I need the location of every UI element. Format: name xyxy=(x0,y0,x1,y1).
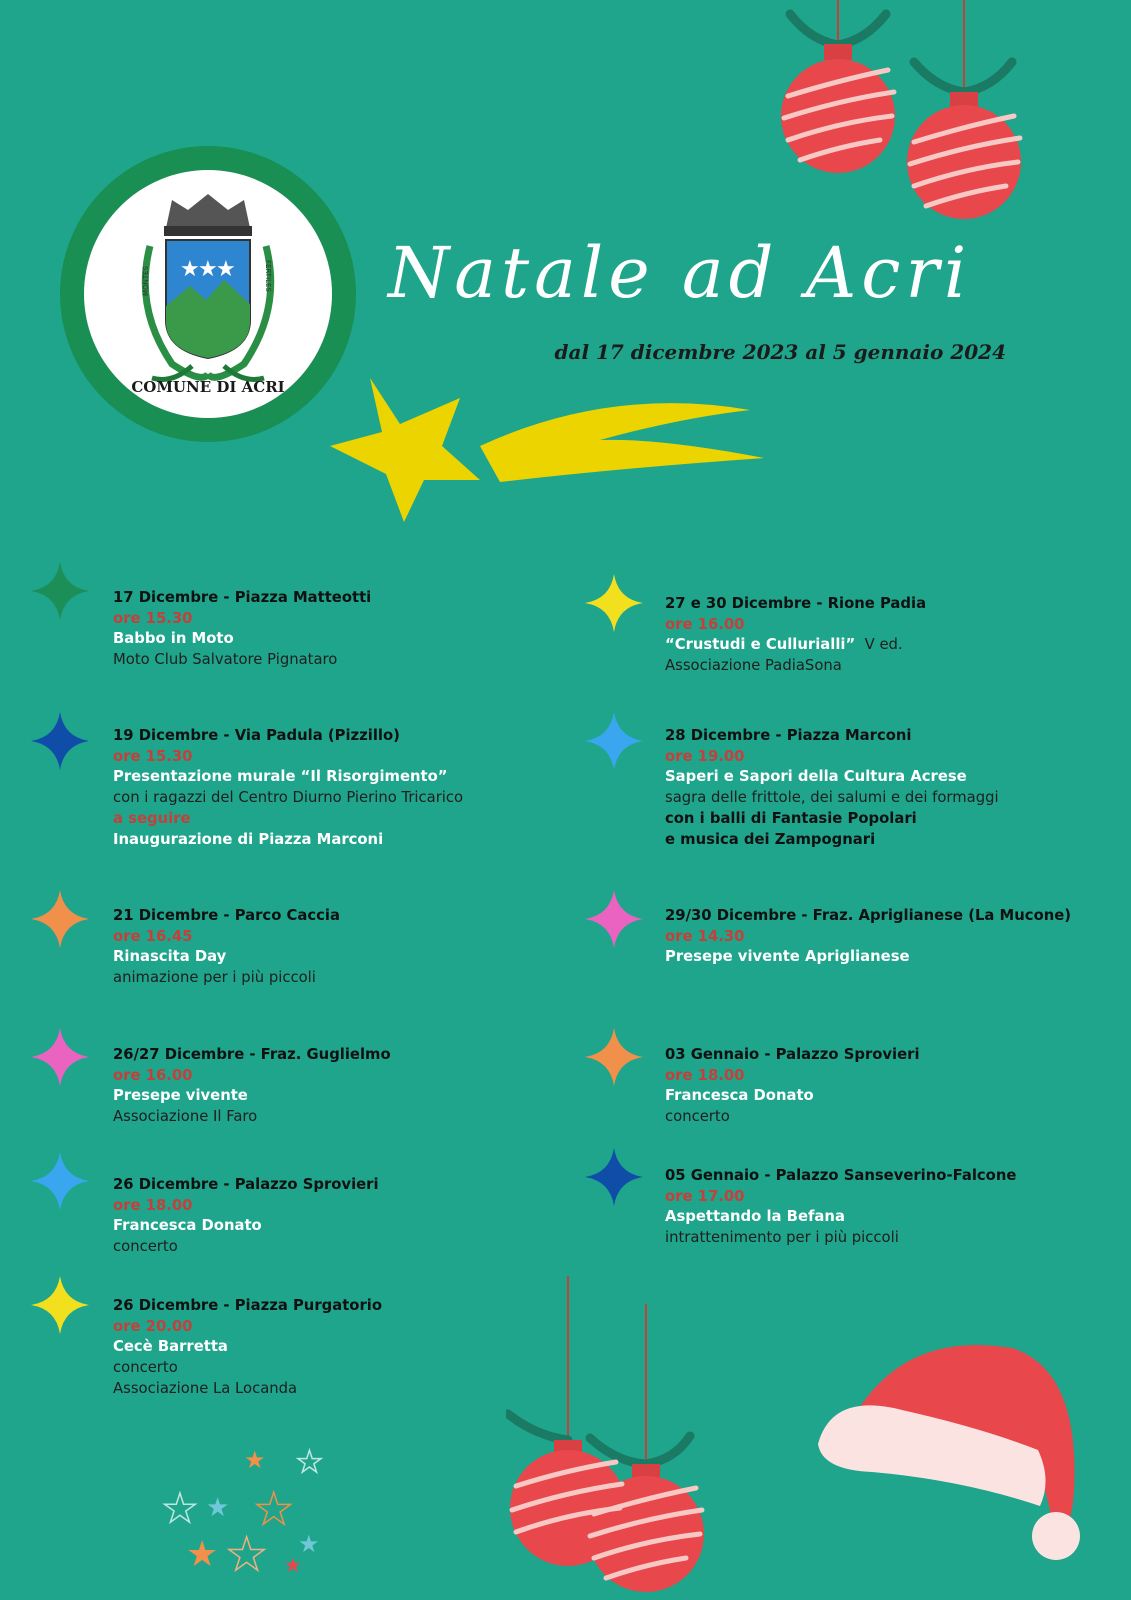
event-time: ore 14.30 xyxy=(665,927,745,945)
event-item xyxy=(113,906,583,989)
event-time: ore 16.00 xyxy=(113,1066,193,1084)
svg-text:★: ★ xyxy=(226,1527,268,1574)
logo-text: COMUNE DI ACRI xyxy=(131,378,285,396)
sparkle-icon xyxy=(585,1028,643,1086)
event-time: ore 20.00 xyxy=(113,1317,193,1335)
svg-text:★: ★ xyxy=(206,1493,230,1523)
event-name: Aspettando la Befana xyxy=(665,1208,845,1226)
event-heading: 17 Dicembre - Piazza Matteotti xyxy=(113,589,372,606)
svg-text:★: ★ xyxy=(296,1445,323,1480)
page-subtitle: dal 17 dicembre 2023 al 5 gennaio 2024 xyxy=(554,340,1006,364)
event-time: ore 16.45 xyxy=(113,927,193,945)
event-name: Rinascita Day xyxy=(113,948,227,966)
event-name: Presepe vivente Apriglianese xyxy=(665,948,910,966)
sparkle-icon xyxy=(31,712,89,770)
event-time: ore 15.30 xyxy=(113,609,193,627)
event-time: ore 17.00 xyxy=(665,1187,745,1205)
event-item xyxy=(113,726,583,850)
event-time: ore 18.00 xyxy=(113,1196,193,1214)
event-name: Presentazione murale “Il Risorgimento” xyxy=(113,768,448,786)
svg-text:★: ★ xyxy=(298,1530,320,1558)
event-item xyxy=(665,1166,1131,1249)
sparkle-icon xyxy=(31,562,89,620)
motto-left: MONTES xyxy=(142,266,150,296)
event-heading: 19 Dicembre - Via Padula (Pizzillo) xyxy=(113,727,400,744)
sparkle-icon xyxy=(31,1152,89,1210)
event-name: “Crustudi e Cullurialli” xyxy=(665,636,856,654)
event-item xyxy=(113,588,583,671)
event-description: sagra delle frittole, dei salumi e dei formaggi xyxy=(665,789,999,807)
event-heading: 27 e 30 Dicembre - Rione Padia xyxy=(665,595,927,612)
event-description: concerto xyxy=(113,1359,178,1377)
event-time: ore 18.00 xyxy=(665,1066,745,1084)
event-item xyxy=(665,726,1131,850)
event-description: Moto Club Salvatore Pignataro xyxy=(113,651,338,669)
shooting-star-icon xyxy=(330,376,780,526)
coat-of-arms-icon xyxy=(132,188,284,388)
svg-text:★: ★ xyxy=(186,1534,219,1574)
event-name: Saperi e Sapori della Cultura Acrese xyxy=(665,768,967,786)
sparkle-icon xyxy=(31,890,89,948)
event-description-2: Associazione La Locanda xyxy=(113,1379,298,1397)
svg-text:★: ★ xyxy=(198,257,218,282)
event-item xyxy=(113,1175,583,1258)
event-edition: V ed. xyxy=(864,636,903,654)
event-name: Cecè Barretta xyxy=(113,1338,228,1356)
event-description: Associazione Il Faro xyxy=(113,1108,258,1126)
event-heading: 28 Dicembre - Piazza Marconi xyxy=(665,727,912,744)
event-heading: 03 Gennaio - Palazzo Sprovieri xyxy=(665,1046,920,1063)
event-description: Associazione PadiaSona xyxy=(665,657,842,675)
event-extra-1: con i balli di Fantasie Popolari xyxy=(665,809,917,827)
santa-hat-icon xyxy=(812,1340,1102,1570)
event-item xyxy=(665,594,1131,677)
event-description: concerto xyxy=(113,1238,178,1256)
event-item xyxy=(665,1045,1131,1128)
event-item xyxy=(113,1045,583,1128)
event-time: ore 16.00 xyxy=(665,615,745,633)
event-description: concerto xyxy=(665,1108,730,1126)
ornaments-top-icon xyxy=(780,0,1060,230)
event-name: Francesca Donato xyxy=(665,1087,814,1105)
event-description: animazione per i più piccoli xyxy=(113,969,316,987)
event-time: ore 19.00 xyxy=(665,747,745,765)
ornaments-bottom-icon xyxy=(506,1276,716,1600)
svg-text:★: ★ xyxy=(162,1486,198,1532)
event-description: intrattenimento per i più piccoli xyxy=(665,1229,899,1247)
event-heading: 26/27 Dicembre - Fraz. Guglielmo xyxy=(113,1046,391,1063)
sparkle-icon xyxy=(31,1028,89,1086)
svg-text:★: ★ xyxy=(254,1484,294,1535)
page-title: Natale ad Acri xyxy=(388,232,972,314)
svg-text:★: ★ xyxy=(216,257,236,282)
svg-text:★: ★ xyxy=(284,1553,302,1574)
decorative-stars-icon xyxy=(160,1444,350,1574)
event-heading: 05 Gennaio - Palazzo Sanseverino-Falcone xyxy=(665,1167,1017,1184)
event-heading: 26 Dicembre - Palazzo Sprovieri xyxy=(113,1176,379,1193)
event-heading: 29/30 Dicembre - Fraz. Apriglianese (La Mucone) xyxy=(665,907,1072,924)
event-name: Presepe vivente xyxy=(113,1087,248,1105)
event-item xyxy=(665,906,1125,968)
event-followup: a seguire xyxy=(113,809,191,827)
event-extra-2: e musica dei Zampognari xyxy=(665,830,876,848)
event-time: ore 15.30 xyxy=(113,747,193,765)
event-heading: 21 Dicembre - Parco Caccia xyxy=(113,907,340,924)
event-description: con i ragazzi del Centro Diurno Pierino Tricarico xyxy=(113,789,464,807)
svg-text:★: ★ xyxy=(180,257,200,282)
event-name: Babbo in Moto xyxy=(113,630,234,648)
event-name: Francesca Donato xyxy=(113,1217,262,1235)
sparkle-icon xyxy=(585,574,643,632)
sparkle-icon xyxy=(585,890,643,948)
event-name-followup: Inaugurazione di Piazza Marconi xyxy=(113,830,384,848)
sparkle-icon xyxy=(585,1148,643,1206)
sparkle-icon xyxy=(31,1276,89,1334)
svg-text:★: ★ xyxy=(244,1446,266,1474)
sparkle-icon xyxy=(585,712,643,770)
motto-right: FERTILES xyxy=(264,260,272,292)
event-heading: 26 Dicembre - Piazza Purgatorio xyxy=(113,1297,382,1314)
comune-logo xyxy=(60,146,356,442)
